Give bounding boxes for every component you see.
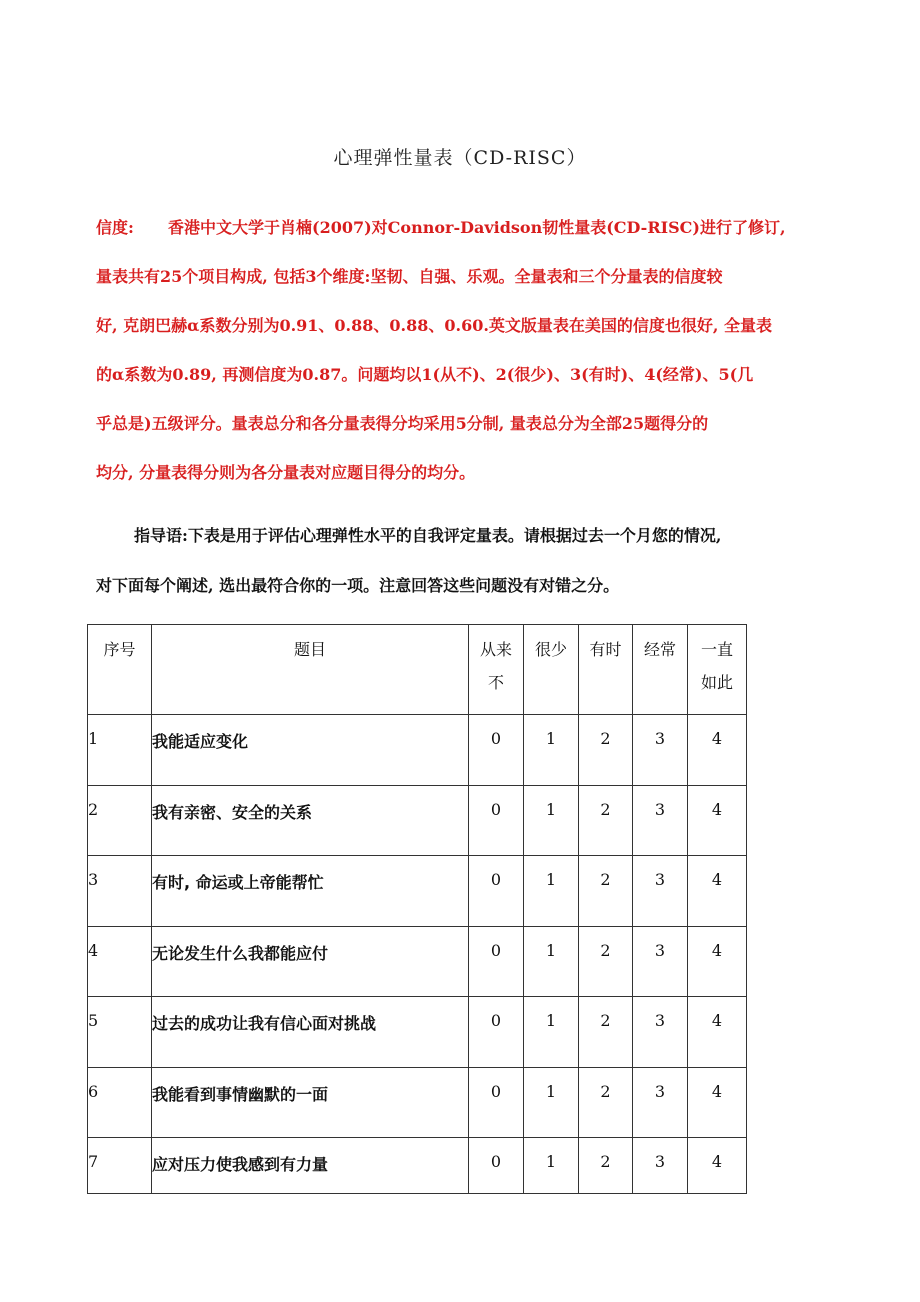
score-option[interactable]: 3 [633, 927, 688, 997]
score-option[interactable]: 3 [633, 997, 688, 1068]
reliability-line: 均分, 分量表得分则为各分量表对应题目得分的均分。 [96, 463, 476, 482]
header-index: 序号 [88, 625, 152, 715]
table-row [88, 1068, 747, 1138]
score-option[interactable]: 1 [524, 1068, 579, 1138]
reliability-line: 量表共有25个项目构成, 包括3个维度:坚韧、自强、乐观。全量表和三个分量表的信度较 [96, 267, 723, 286]
score-option[interactable]: 1 [524, 997, 579, 1068]
row-item-text: 我能看到事情幽默的一面 [152, 1068, 469, 1138]
score-option[interactable]: 2 [579, 786, 633, 856]
header-often: 经常 [633, 625, 688, 715]
score-option[interactable]: 0 [469, 1138, 524, 1194]
score-option[interactable]: 2 [579, 927, 633, 997]
row-item-text: 我有亲密、安全的关系 [152, 786, 469, 856]
instruction-paragraph [96, 511, 822, 611]
score-option[interactable]: 4 [688, 927, 747, 997]
row-number: 7 [88, 1138, 152, 1194]
score-option[interactable]: 2 [579, 1138, 633, 1194]
score-option[interactable]: 1 [524, 1138, 579, 1194]
row-item-text: 无论发生什么我都能应付 [152, 927, 469, 997]
table-row [88, 715, 747, 786]
table-row [88, 1138, 747, 1194]
row-number: 3 [88, 856, 152, 927]
row-number: 2 [88, 786, 152, 856]
table-row [88, 997, 747, 1068]
table-header-row [88, 625, 747, 715]
row-number: 6 [88, 1068, 152, 1138]
reliability-line: 信度: 香港中文大学于肖楠(2007)对Connor-Davidson韧性量表(CD-RISC)进行了修订, [96, 203, 822, 252]
reliability-line: 乎总是)五级评分。量表总分和各分量表得分均采用5分制, 量表总分为全部25题得分的 [96, 414, 709, 433]
table-row [88, 856, 747, 927]
reliability-line: 的α系数为0.89, 再测信度为0.87。问题均以1(从不)、2(很少)、3(有时)、4(经常)、5(几 [96, 365, 754, 384]
header-item: 题目 [152, 625, 469, 715]
score-option[interactable]: 2 [579, 997, 633, 1068]
score-option[interactable]: 0 [469, 786, 524, 856]
score-option[interactable]: 3 [633, 715, 688, 786]
header-always: 一直 如此 [688, 625, 747, 715]
score-option[interactable]: 0 [469, 997, 524, 1068]
score-option[interactable]: 2 [579, 1068, 633, 1138]
row-number: 1 [88, 715, 152, 786]
score-option[interactable]: 1 [524, 715, 579, 786]
scale-table [87, 624, 747, 1194]
score-option[interactable]: 1 [524, 856, 579, 927]
reliability-label: 信度: [96, 218, 134, 237]
score-option[interactable]: 4 [688, 1138, 747, 1194]
score-option[interactable]: 3 [633, 1068, 688, 1138]
table-row [88, 927, 747, 997]
score-option[interactable]: 4 [688, 1068, 747, 1138]
reliability-line: 好, 克朗巴赫α系数分别为0.91、0.88、0.88、0.60.英文版量表在美国的信度也很好, 全量表 [96, 316, 773, 335]
row-item-text: 有时, 命运或上帝能帮忙 [152, 856, 469, 927]
score-option[interactable]: 2 [579, 856, 633, 927]
score-option[interactable]: 4 [688, 997, 747, 1068]
instruction-line: 对下面每个阐述, 选出最符合你的一项。注意回答这些问题没有对错之分。 [96, 576, 620, 595]
row-item-text: 应对压力使我感到有力量 [152, 1138, 469, 1194]
score-option[interactable]: 3 [633, 786, 688, 856]
header-never: 从来 不 [469, 625, 524, 715]
header-rarely: 很少 [524, 625, 579, 715]
score-option[interactable]: 1 [524, 927, 579, 997]
row-item-text: 过去的成功让我有信心面对挑战 [152, 997, 469, 1068]
table-row [88, 786, 747, 856]
reliability-paragraph [96, 203, 822, 497]
score-option[interactable]: 0 [469, 715, 524, 786]
instruction-line: 指导语:下表是用于评估心理弹性水平的自我评定量表。请根据过去一个月您的情况, [134, 526, 722, 545]
score-option[interactable]: 3 [633, 1138, 688, 1194]
score-option[interactable]: 2 [579, 715, 633, 786]
score-option[interactable]: 4 [688, 715, 747, 786]
score-option[interactable]: 4 [688, 786, 747, 856]
score-option[interactable]: 1 [524, 786, 579, 856]
score-option[interactable]: 0 [469, 856, 524, 927]
score-option[interactable]: 3 [633, 856, 688, 927]
row-item-text: 我能适应变化 [152, 715, 469, 786]
row-number: 5 [88, 997, 152, 1068]
row-number: 4 [88, 927, 152, 997]
page-title: 心理弹性量表（CD-RISC） [333, 147, 587, 169]
header-sometimes: 有时 [579, 625, 633, 715]
score-option[interactable]: 0 [469, 1068, 524, 1138]
score-option[interactable]: 0 [469, 927, 524, 997]
score-option[interactable]: 4 [688, 856, 747, 927]
